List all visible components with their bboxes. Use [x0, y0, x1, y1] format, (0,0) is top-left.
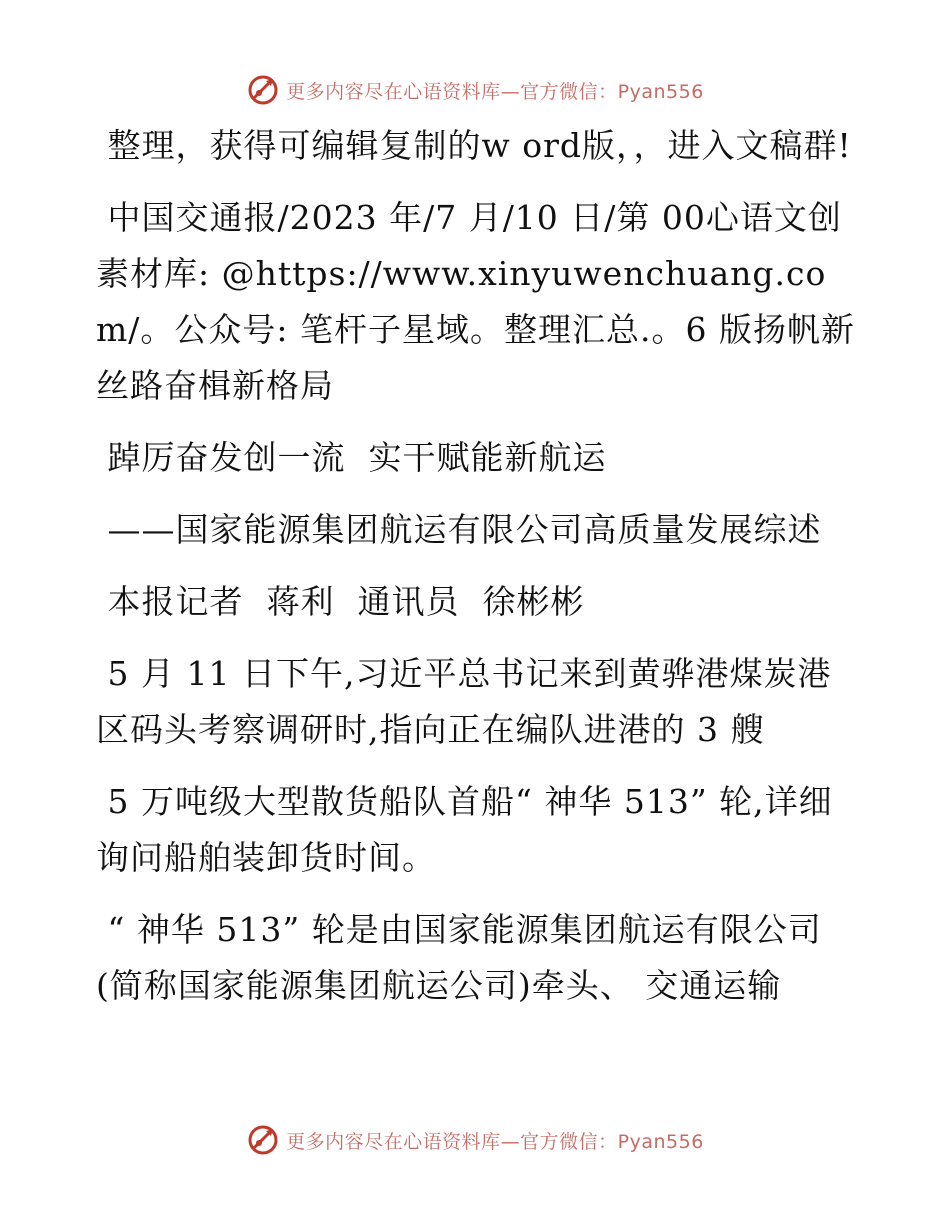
paragraph-body-1: 5 月 11 日下午,习近平总书记来到黄骅港煤炭港区码头考察调研时,指向正在编队进港的 3 艘 [96, 654, 832, 749]
paragraph-intro: 整理，获得可编辑复制的w ord版，，进入文稿群! [96, 126, 852, 165]
brand-logo-icon [246, 1123, 280, 1157]
article-subtitle: ——国家能源集团航运有限公司高质量发展综述 [96, 510, 822, 549]
watermark-text: 更多内容尽在心语资料库—官方微信：Pyan556 [286, 1130, 704, 1153]
footer-watermark [0, 1120, 950, 1160]
document-body [96, 118, 856, 1014]
header-watermark [0, 70, 950, 110]
paragraph-source: 中国交通报/2023 年/7 月/10 日/第 00心语文创素材库: @https://www.xinyuwenchuang.com/。公众号: 笔杆子星域。整理汇总.。6 版扬帆新丝路奋楫新格局 [96, 198, 855, 405]
article-title: 踔厉奋发创一流 实干赋能新航运 [96, 438, 607, 477]
paragraph-body-3: “ 神华 513” 轮是由国家能源集团航运有限公司(简称国家能源集团航运公司)牵头、 交通运输 [96, 910, 822, 1005]
paragraph-body-2: 5 万吨级大型散货船队首船“ 神华 513” 轮,详细询问船舶装卸货时间。 [96, 782, 833, 877]
brand-logo-icon [246, 73, 280, 107]
watermark-text: 更多内容尽在心语资料库—官方微信：Pyan556 [286, 80, 704, 103]
article-byline: 本报记者 蒋利 通讯员 徐彬彬 [96, 582, 585, 621]
